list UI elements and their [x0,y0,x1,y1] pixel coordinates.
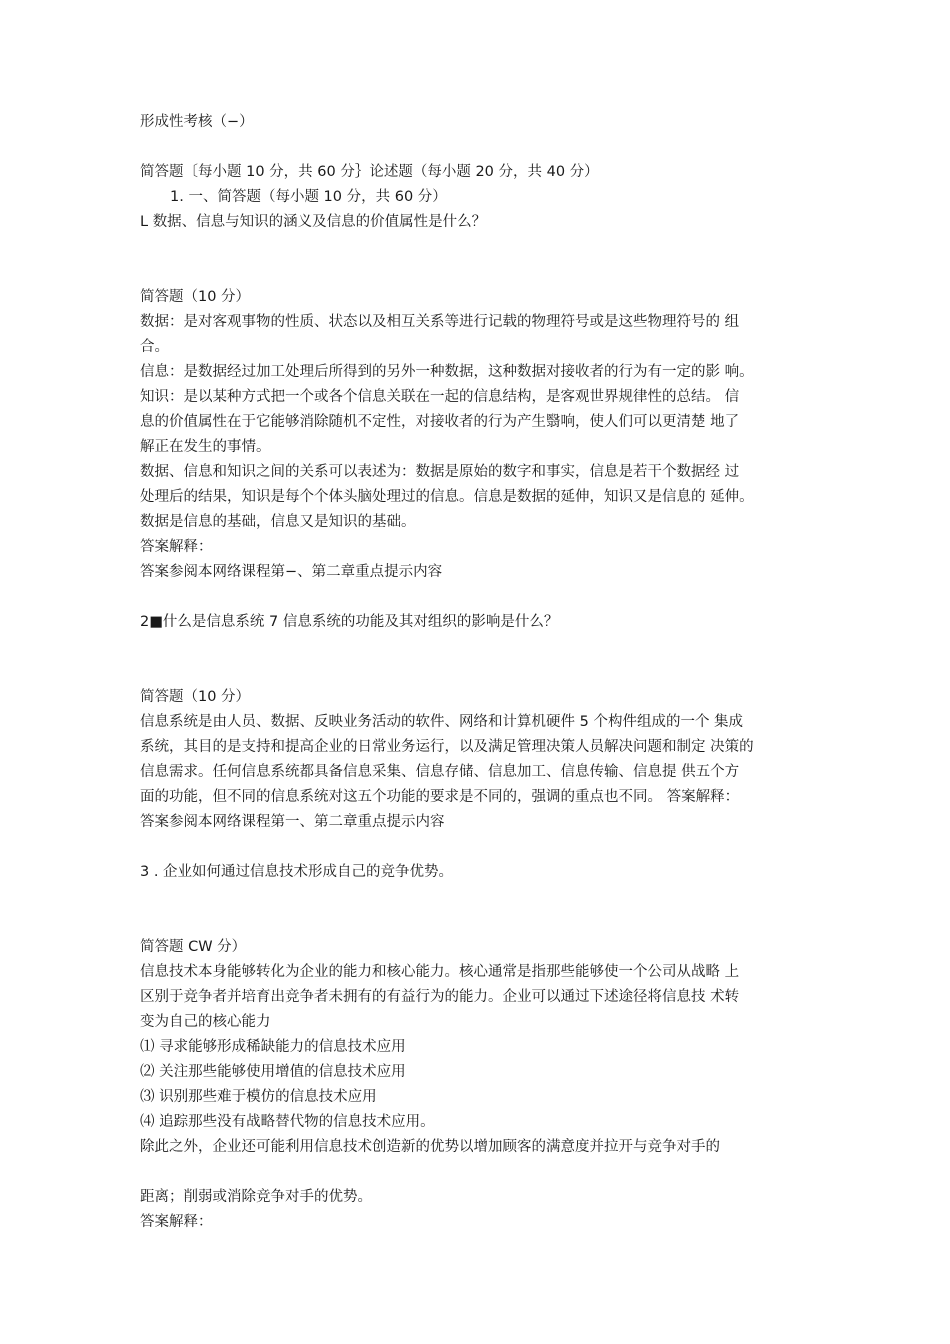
question-1: L 数据、信息与知识的涵义及信息的价值属性是什么？ [140,214,487,230]
spacer [140,585,830,610]
q3-answer-line: 除此之外，企业还可能利用信息技术创造新的优势以增加顾客的满意度并拉开与竞争对手的 [140,1139,720,1155]
q3-answer-line: ⑵ 关注那些能够使用增值的信息技术应用 [140,1064,406,1080]
q2-answer-line: 信息系统是由人员、数据、反映业务活动的软件、网络和计算机硬件 5 个构件组成的一个 集成 [140,714,744,730]
question-3: 3 . 企业如何通过信息技术形成自己的竞争优势。 [140,864,454,880]
q3-tail-line: 距离；削弱或消除竞争对手的优势。 [140,1189,372,1205]
spacer [140,885,830,935]
section-heading: 简答题〔每小题 10 分，共 60 分｝论述题（每小题 20 分，共 40 分） [140,164,599,180]
q1-answer-line: 解正在发生的事情。 [140,439,271,455]
spacer [140,1160,830,1185]
q1-answer-line: 数据、信息和知识之间的关系可以表述为：数据是原始的数字和事实，信息是若干个数据经 过 [140,464,740,480]
document-page [140,110,830,1235]
question-2: 2■什么是信息系统 7 信息系统的功能及其对组织的影响是什么？ [140,614,559,630]
spacer [140,635,830,685]
q1-answer-line: 数据：是对客观事物的性质、状态以及相互关系等进行记载的物理符号或是这些物理符号的 组 [140,314,740,330]
q1-explain-text: 答案参阅本网络课程第−、第二章重点提示内容 [140,564,443,580]
spacer [140,835,830,860]
doc-title: 形成性考核（−） [140,114,254,130]
q3-answer-line: ⑴ 寻求能够形成稀缺能力的信息技术应用 [140,1039,406,1055]
q2-type-label: 简答题（10 分） [140,689,251,705]
q3-answer-line: ⑷ 追踪那些没有战略替代物的信息技术应用。 [140,1114,435,1130]
q3-answer-line: ⑶ 识别那些难于模仿的信息技术应用 [140,1089,377,1105]
q2-answer-line: 信息需求。任何信息系统都具备信息采集、信息存储、信息加工、信息传输、信息提 供五个方 [140,764,740,780]
q3-answer-line: 信息技术本身能够转化为企业的能力和核心能力。核心通常是指那些能够使一个公司从战略 上 [140,964,740,980]
q3-answer-line: 变为自己的核心能力 [140,1014,271,1030]
q1-type-label: 简答题（10 分） [140,289,251,305]
q1-answer-line: 知识：是以某种方式把一个或各个信息关联在一起的信息结构，是客观世界规律性的总结。 信 [140,389,740,405]
spacer [140,235,830,285]
q1-answer-line: 处理后的结果，知识是每个个体头脑处理过的信息。信息是数据的延伸，知识又是信息的 延伸。 [140,489,754,505]
q2-explain-text: 答案参阅本网络课程第一、第二章重点提示内容 [140,814,445,830]
q1-answer-line: 息的价值属性在于它能够消除随机不定性，对接收者的行为产生翳响，使人们可以更清楚 地了 [140,414,740,430]
q3-explain-label: 答案解释： [140,1214,213,1230]
q2-answer-line: 系统，其目的是支持和提高企业的日常业务运行，以及满足管理决策人员解决问题和制定 决策的 [140,739,754,755]
q1-answer-line: 合。 [140,339,169,355]
q1-answer-line: 数据是信息的基础，信息又是知识的基础。 [140,514,416,530]
q1-explain-label: 答案解释： [140,539,213,555]
sub-heading: 1. 一、简答题（每小题 10 分，共 60 分） [170,189,447,205]
q1-answer-line: 信息：是数据经过加工处理后所得到的另外一种数据，这种数据对接收者的行为有一定的影 响。 [140,364,754,380]
q3-answer-line: 区别于竞争者并培育出竞争者未拥有的有益行为的能力。企业可以通过下述途径将信息技 术转 [140,989,740,1005]
q2-answer-line: 面的功能，但不同的信息系统对这五个功能的要求是不同的，强调的重点也不同。 答案解释： [140,789,740,805]
q3-type-label: 简答题 CW 分） [140,939,247,955]
